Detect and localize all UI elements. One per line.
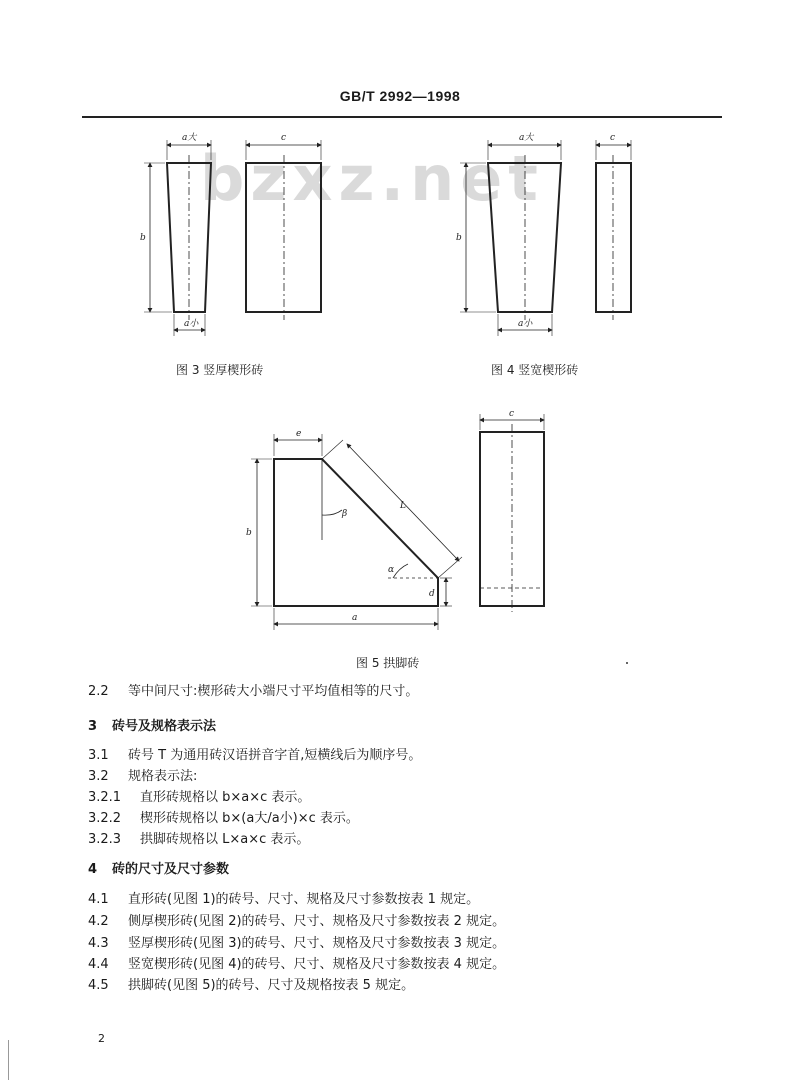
fig5-label-c: c: [509, 409, 515, 419]
figure-5: [251, 414, 544, 630]
fig5-label-e: e: [296, 429, 302, 439]
fig4-label-b: b: [456, 233, 462, 243]
clause-3-2: 3.2 规格表示法:: [88, 769, 198, 784]
clause-3-2-3: 3.2.3 拱脚砖规格以 L×a×c 表示。: [88, 832, 310, 847]
fig4-label-a-small: a小: [518, 319, 533, 329]
clause-2-2: 2.2 等中间尺寸:楔形砖大小端尺寸平均值相等的尺寸。: [88, 684, 419, 699]
clause-4-3: 4.3 竖厚楔形砖(见图 3)的砖号、尺寸、规格及尺寸参数按表 3 规定。: [88, 936, 506, 951]
clause-3-2-2: 3.2.2 楔形砖规格以 b×(a大/a小)×c 表示。: [88, 811, 359, 826]
fig3-label-b: b: [140, 233, 146, 243]
clause-3-1: 3.1 砖号 T 为通用砖汉语拼音字首,短横线后为顺序号。: [88, 748, 422, 763]
fig5-label-L: L: [400, 501, 406, 511]
section-3-heading: 3 砖号及规格表示法: [88, 719, 217, 734]
fig3-caption: 图 3 竖厚楔形砖: [176, 363, 264, 377]
fig4-side-rect: [596, 163, 631, 312]
fig5-label-beta: β: [342, 509, 348, 519]
clause-4-4: 4.4 竖宽楔形砖(见图 4)的砖号、尺寸、规格及尺寸参数按表 4 规定。: [88, 957, 506, 972]
fig4-label-c: c: [610, 133, 616, 143]
fig3-label-a-large: a大: [182, 133, 197, 143]
fig4-caption: 图 4 竖宽楔形砖: [491, 363, 579, 377]
clause-3-2-1: 3.2.1 直形砖规格以 b×a×c 表示。: [88, 790, 311, 805]
clause-4-5: 4.5 拱脚砖(见图 5)的砖号、尺寸及规格按表 5 规定。: [88, 978, 415, 993]
fig5-caption: 图 5 拱脚砖: [356, 656, 420, 670]
clause-4-2: 4.2 侧厚楔形砖(见图 2)的砖号、尺寸、规格及尺寸参数按表 2 规定。: [88, 914, 506, 929]
scan-edge-mark: [8, 1040, 9, 1080]
standard-code-header: GB/T 2992—1998: [339, 88, 461, 104]
speck: [626, 662, 628, 664]
fig5-label-d: d: [429, 589, 435, 599]
section-4-heading: 4 砖的尺寸及尺寸参数: [88, 862, 230, 877]
fig3-label-a-small: a小: [184, 319, 199, 329]
page-number: 2: [98, 1032, 105, 1045]
clause-4-1: 4.1 直形砖(见图 1)的砖号、尺寸、规格及尺寸参数按表 1 规定。: [88, 892, 480, 907]
fig5-label-a: a: [352, 613, 358, 623]
fig4-label-a-large: a大: [519, 133, 534, 143]
fig3-label-c: c: [281, 133, 287, 143]
fig5-skewback-brick: [274, 459, 438, 606]
fig5-label-alpha: α: [388, 565, 395, 575]
fig5-label-b: b: [246, 528, 252, 538]
watermark: bzxz.net: [200, 142, 544, 215]
